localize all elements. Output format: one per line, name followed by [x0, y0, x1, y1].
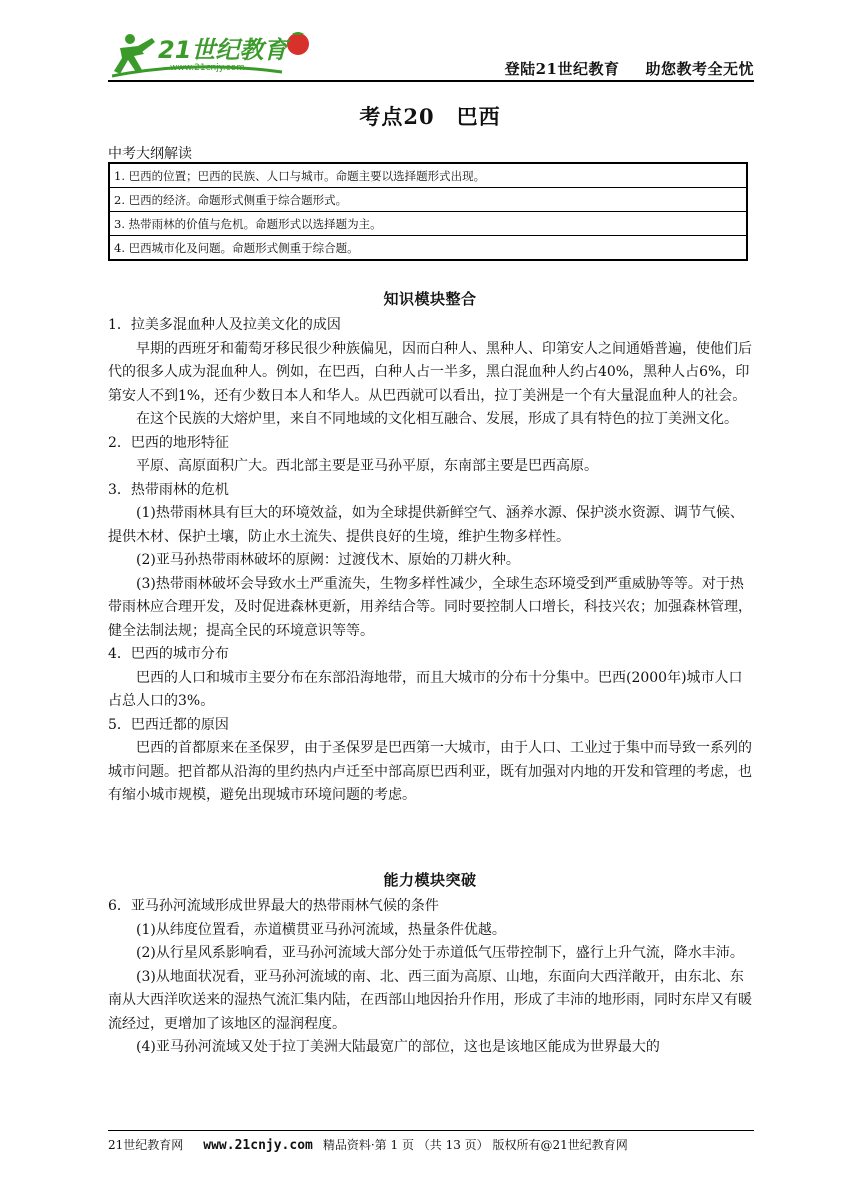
outline-row: 3. 热带雨林的价值与危机。命题形式以选择题为主。 — [110, 212, 746, 236]
footer-rule — [108, 1130, 754, 1131]
logo-text: 21世纪教育 — [158, 36, 288, 64]
footer-right: 精品资料·第 1 页 （共 13 页） 版权所有@21世纪教育网 — [322, 1138, 628, 1152]
paragraph: 在这个民族的大熔炉里，来自不同地域的文化相互融合、发展，形成了具有特色的拉丁美洲文化。 — [136, 411, 738, 427]
logo-url: www.21cnjy.com — [170, 63, 245, 73]
section-body-knowledge — [108, 314, 754, 808]
paragraph: (4)亚马孙河流域又处于拉丁美洲大陆最宽广的部位，这也是该地区能成为世界最大的 — [136, 1039, 660, 1055]
topic-heading: 6．亚马孙河流域形成世界最大的热带雨林气候的条件 — [108, 898, 439, 914]
paragraph: (2)从行星风系影响看，亚马孙河流域大部分处于赤道低气压带控制下，盛行上升气流，降水丰沛。 — [136, 945, 744, 961]
header-slogan — [505, 58, 754, 79]
paragraph: (3)从地面状况看，亚马孙河流域的南、北、西三面为高原、山地，东面向大西洋敞开，由东北、东南从大西洋吹送来的湿热气流汇集内陆，在西部山地因抬升作用，形成了丰沛的地形雨，同时东岸又有暖流经过，更增加了该地区的湿润程度。 — [108, 968, 752, 1032]
logo-icon — [112, 30, 332, 80]
outline-table — [108, 162, 748, 261]
page-title: 考点20 巴西 — [359, 104, 501, 129]
paragraph: (2)亚马孙热带雨林破坏的原阙：过渡伐木、原始的刀耕火种。 — [136, 552, 520, 568]
paragraph: 巴西的首都原来在圣保罗，由于圣保罗是巴西第一大城市，由于人口、工业过于集中而导致一系列的城市问题。把首都从沿海的里约热内卢迁至中部高原巴西利亚，既有加强对内地的开发和管理的考虑，也有缩小城市规模，避免出现城市环境问题的考虑。 — [108, 740, 752, 803]
outline-row: 4. 巴西城市化及问题。命题形式侧重于综合题。 — [114, 241, 359, 255]
footer-site: www.21cnjy.com — [203, 1138, 313, 1153]
outline-row: 2. 巴西的经济。命题形式侧重于综合题形式。 — [110, 188, 746, 212]
page-header — [108, 26, 754, 82]
topic-heading: 4．巴西的城市分布 — [108, 646, 229, 662]
page-footer — [108, 1136, 628, 1153]
outline-label: 中考大纲解读 — [108, 146, 192, 162]
paragraph: 早期的西班牙和葡萄牙移民很少种族偏见，因而白种人、黑种人、印第安人之间通婚普遍，使他们后代的很多人成为混血种人。例如，在巴西，白种人占一半多，黑白混血种人约占40%，黑种人占6%，印第安人不到1%，还有少数日本人和华人。从巴西就可以看出，拉丁美洲是一个有大量混血种人的社会。 — [108, 340, 752, 404]
topic-heading: 5．巴西迁都的原因 — [108, 716, 229, 733]
outline-row: 1. 巴西的位置；巴西的民族、人口与城市。命题主要以选择题形式出现。 — [110, 164, 746, 188]
footer-left: 21世纪教育网 — [108, 1138, 184, 1152]
slogan-left: 登陆21世纪教育 — [504, 60, 620, 78]
paragraph: 平原、高原面积广大。西北部主要是亚马孙平原，东南部主要是巴西高原。 — [136, 458, 598, 474]
topic-heading: 1．拉美多混血种人及拉美文化的成因 — [108, 317, 341, 333]
slogan-right: 助您教考全无忧 — [645, 60, 754, 78]
section-heading-ability: 能力模块突破 — [383, 871, 477, 889]
paragraph: (1)热带雨林具有巨大的环境效益，如为全球提供新鲜空气、涵养水源、保护淡水资源、调节气候、提供木材、保护土壤，防止水土流失、提供良好的生境，维护生物多样性。 — [108, 505, 744, 545]
paragraph: (1)从纬度位置看，赤道横贯亚马孙河流域，热量条件优越。 — [136, 921, 506, 938]
paragraph: 巴西的人口和城市主要分布在东部沿海地带，而且大城市的分布十分集中。巴西(2000年)城市人口占总人口的3%。 — [108, 669, 743, 709]
section-body-ability — [108, 895, 754, 1060]
header-rule — [108, 80, 754, 82]
section-heading-knowledge: 知识模块整合 — [383, 290, 477, 308]
topic-heading: 3．热带雨林的危机 — [108, 481, 229, 498]
topic-heading: 2．巴西的地形特征 — [108, 434, 229, 451]
paragraph: (3)热带雨林破坏会导致水土严重流失，生物多样性减少，全球生态环境受到严重威胁等等。对于热带雨林应合理开发，及时促进森林更新，用养结合等。同时要控制人口增长，科技兴农；加强森林管理，健全法制法规；提高全民的环境意识等等。 — [108, 575, 752, 639]
